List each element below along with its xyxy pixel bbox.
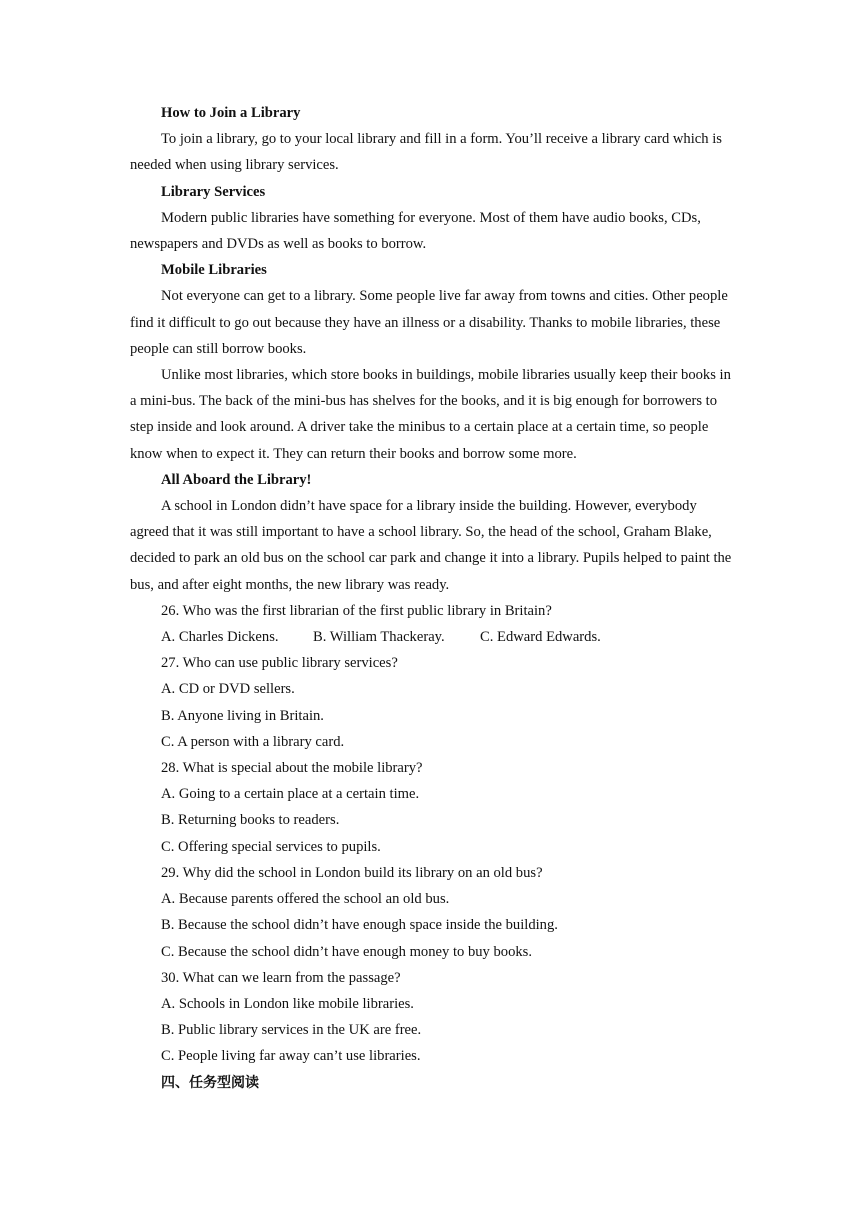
next-section-heading: 四、任务型阅读 xyxy=(161,1074,259,1091)
question-stem: 29. Why did the school in London build its library on an old bus? xyxy=(161,864,543,881)
section-heading: Library Services xyxy=(161,183,266,200)
option-c: C. People living far away can’t use libraries. xyxy=(161,1048,421,1065)
option-c: C. Edward Edwards. xyxy=(480,629,601,646)
question-stem: 27. Who can use public library services? xyxy=(161,655,398,672)
option-c: C. Offering special services to pupils. xyxy=(161,838,381,855)
paragraph: Not everyone can get to a library. Some people live far away from towns and cities. Other people find it difficult to go out because they have an illness or a disability. Thanks to mobile libraries, these people can still borrow books. xyxy=(130,288,728,357)
section-heading: All Aboard the Library! xyxy=(161,471,312,488)
paragraph: Unlike most libraries, which store books in buildings, mobile libraries usually keep their books in a mini-bus. The back of the mini-bus has shelves for the books, and it is big enough for borrowers to step inside and look around. A driver take the minibus to a certain place at a certain time, so people know when to expect it. They can return their books and borrow some more. xyxy=(130,367,731,462)
question-stem: 26. Who was the first librarian of the first public library in Britain? xyxy=(161,602,552,619)
option-c: C. A person with a library card. xyxy=(161,733,345,750)
option-a: A. Schools in London like mobile libraries. xyxy=(161,995,414,1012)
paragraph: To join a library, go to your local library and fill in a form. You’ll receive a library card which is needed when using library services. xyxy=(130,131,722,174)
paragraph: A school in London didn’t have space for a library inside the building. However, everybody agreed that it was still important to have a school library. So, the head of the school, Graham Blake, decided to park an old bus on the school car park and change it into a library. Pupils helped to paint the bus, and after eight months, the new library was ready. xyxy=(130,498,732,593)
option-b: B. Anyone living in Britain. xyxy=(161,707,324,724)
option-b: B. Public library services in the UK are free. xyxy=(161,1022,422,1039)
option-b: B. Because the school didn’t have enough space inside the building. xyxy=(161,917,558,934)
option-b: B. William Thackeray. xyxy=(313,629,445,646)
option-a: A. CD or DVD sellers. xyxy=(161,681,295,698)
question-stem: 30. What can we learn from the passage? xyxy=(161,969,401,986)
option-a: A. Charles Dickens. xyxy=(161,629,279,646)
paragraph: Modern public libraries have something for everyone. Most of them have audio books, CDs, newspapers and DVDs as well as books to borrow. xyxy=(130,209,701,253)
option-c: C. Because the school didn’t have enough money to buy books. xyxy=(161,943,533,960)
section-heading: Mobile Libraries xyxy=(161,262,267,279)
question-options-row xyxy=(130,624,732,650)
document-page xyxy=(130,100,732,1096)
option-a: A. Going to a certain place at a certain time. xyxy=(161,786,420,803)
question-stem: 28. What is special about the mobile library? xyxy=(161,760,423,777)
section-heading: How to Join a Library xyxy=(161,105,301,121)
option-b: B. Returning books to readers. xyxy=(161,812,340,829)
option-a: A. Because parents offered the school an old bus. xyxy=(161,891,450,908)
